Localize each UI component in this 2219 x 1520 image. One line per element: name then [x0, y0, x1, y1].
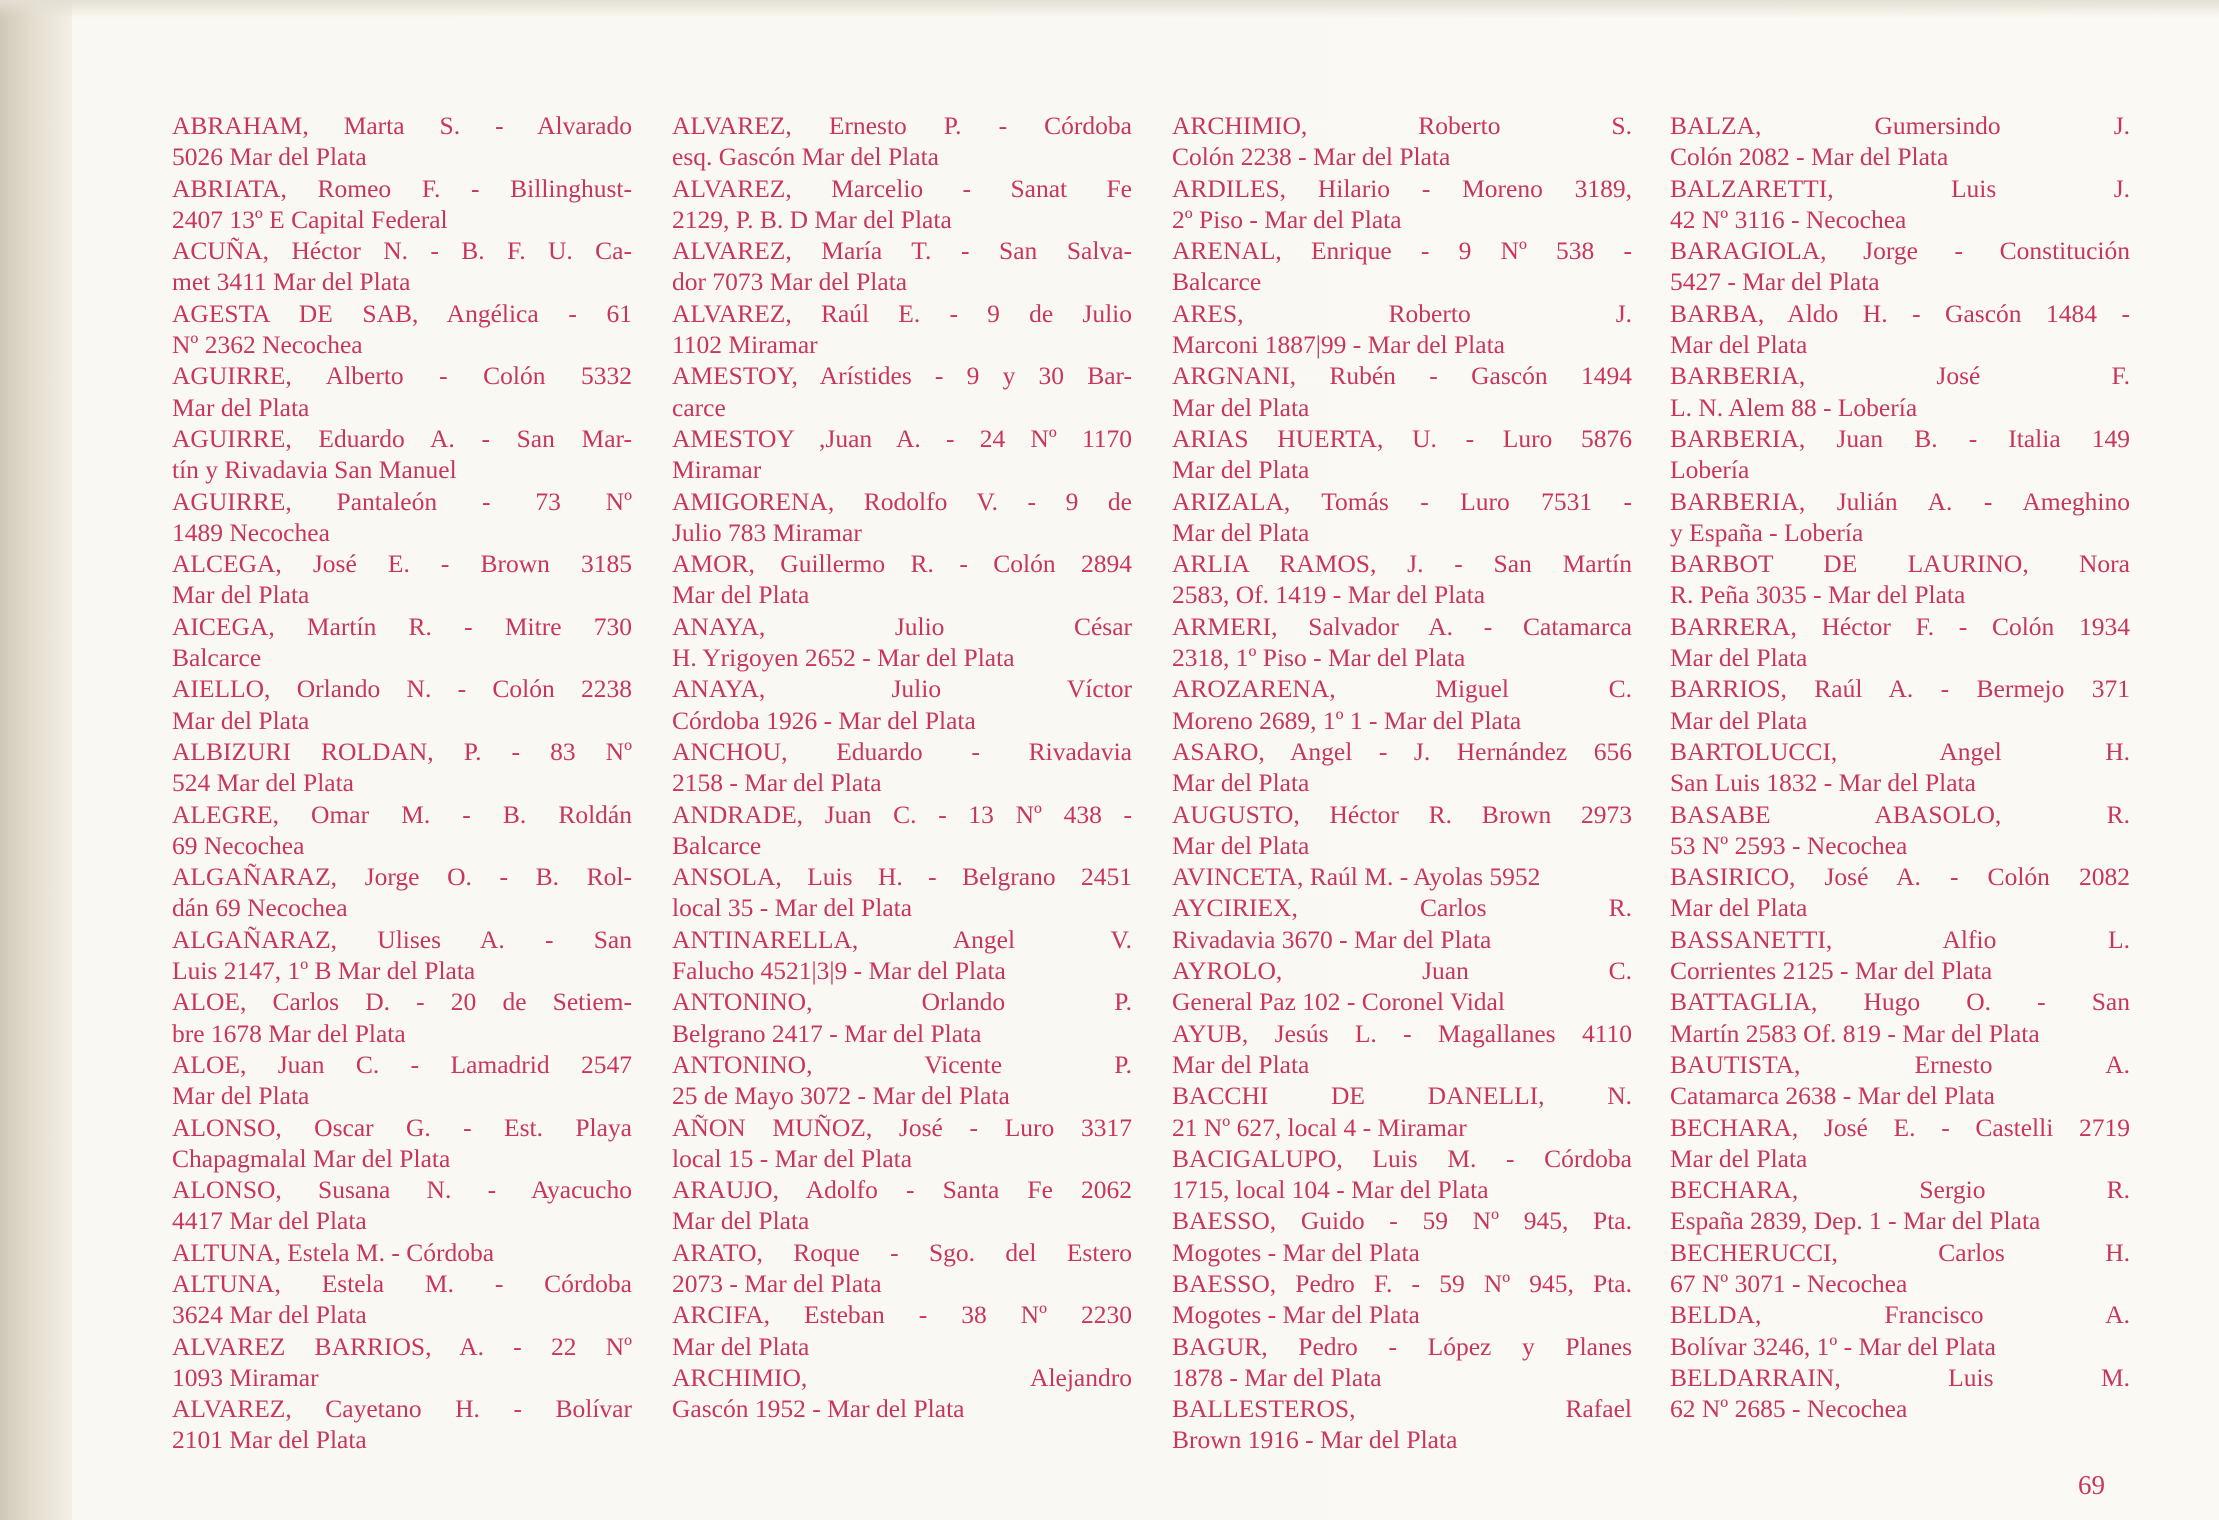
entry-name-line: BAGUR, Pedro - López y Planes	[1172, 1331, 1632, 1361]
entry-address-line: y España - Lobería	[1670, 517, 1864, 547]
entry-name-line: ARLIA RAMOS, J. - San Martín	[1172, 549, 1632, 579]
entry-address-line: 2407 13º E Capital Federal	[172, 204, 448, 234]
entry-name-line: AROZARENA, Miguel C.	[1172, 674, 1632, 704]
directory-entry	[672, 1112, 1132, 1175]
directory-column-4	[1670, 110, 2130, 1424]
entry-address-line: Moreno 2689, 1º 1 - Mar del Plata	[1172, 705, 1522, 735]
entry-address-line: met 3411 Mar del Plata	[172, 267, 411, 297]
directory-entry	[172, 1331, 632, 1394]
entry-name-line: ARES, Roberto J.	[1172, 298, 1632, 328]
directory-entry	[672, 235, 1132, 298]
entry-address-line: Mar del Plata	[672, 580, 810, 610]
entry-name-line: AUGUSTO, Héctor R. Brown 2973	[1172, 799, 1632, 829]
entry-name-line: BECHARA, José E. - Castelli 2719	[1670, 1112, 2130, 1142]
directory-entry	[172, 861, 632, 924]
entry-name-line: ARCIFA, Esteban - 38 Nº 2230	[672, 1300, 1132, 1330]
entry-name-line: AVINCETA, Raúl M. - Ayolas 5952	[1172, 862, 1541, 892]
directory-entry	[672, 486, 1132, 549]
entry-address-line: Bolívar 3246, 1º - Mar del Plata	[1670, 1331, 1996, 1361]
directory-entry	[1670, 673, 2130, 736]
entry-address-line: Lobería	[1670, 455, 1750, 485]
directory-entry	[672, 1174, 1132, 1237]
entry-address-line: tín y Rivadavia San Manuel	[172, 455, 457, 485]
entry-address-line: Mar del Plata	[1172, 830, 1310, 860]
entry-address-line: H. Yrigoyen 2652 - Mar del Plata	[672, 643, 1015, 673]
entry-name-line: ARIZALA, Tomás - Luro 7531 -	[1172, 486, 1632, 516]
entry-address-line: 1878 - Mar del Plata	[1172, 1362, 1382, 1392]
entry-address-line: 5026 Mar del Plata	[172, 142, 367, 172]
entry-address-line: 53 Nº 2593 - Necochea	[1670, 830, 1908, 860]
directory-entry	[1172, 955, 1632, 1018]
entry-address-line: Mar del Plata	[1172, 392, 1310, 422]
entry-name-line: BARBERIA, José F.	[1670, 361, 2130, 391]
entry-name-line: ANCHOU, Eduardo - Rivadavia	[672, 736, 1132, 766]
entry-name-line: AYCIRIEX, Carlos R.	[1172, 893, 1632, 923]
entry-address-line: Mar del Plata	[172, 1081, 310, 1111]
directory-entry	[1670, 924, 2130, 987]
directory-entry	[1172, 1143, 1632, 1206]
entry-name-line: AMIGORENA, Rodolfo V. - 9 de	[672, 486, 1132, 516]
entry-address-line: 1102 Miramar	[672, 330, 818, 360]
entry-name-line: BECHARA, Sergio R.	[1670, 1175, 2130, 1205]
entry-name-line: ARMERI, Salvador A. - Catamarca	[1172, 611, 1632, 641]
entry-name-line: ALGAÑARAZ, Ulises A. - San	[172, 924, 632, 954]
entry-name-line: ALOE, Juan C. - Lamadrid 2547	[172, 1049, 632, 1079]
directory-entry	[1172, 360, 1632, 423]
entry-name-line: BARBOT DE LAURINO, Nora	[1670, 549, 2130, 579]
entry-name-line: ARATO, Roque - Sgo. del Estero	[672, 1237, 1132, 1267]
entry-address-line: 62 Nº 2685 - Necochea	[1670, 1394, 1908, 1424]
entry-name-line: BASABE ABASOLO, R.	[1670, 799, 2130, 829]
directory-entry	[672, 673, 1132, 736]
entry-name-line: BACIGALUPO, Luis M. - Córdoba	[1172, 1143, 1632, 1173]
directory-entry	[672, 986, 1132, 1049]
entry-address-line: 1715, local 104 - Mar del Plata	[1172, 1175, 1489, 1205]
entry-address-line: Nº 2362 Necochea	[172, 330, 363, 360]
entry-name-line: AMOR, Guillermo R. - Colón 2894	[672, 549, 1132, 579]
directory-entry	[672, 423, 1132, 486]
directory-entry	[172, 486, 632, 549]
entry-address-line: bre 1678 Mar del Plata	[172, 1018, 406, 1048]
directory-entry	[172, 924, 632, 987]
directory-entry	[172, 235, 632, 298]
entry-address-line: Falucho 4521|3|9 - Mar del Plata	[672, 956, 1006, 986]
directory-entry	[172, 360, 632, 423]
directory-entry	[1172, 1018, 1632, 1081]
directory-entry	[1172, 1205, 1632, 1268]
entry-address-line: Luis 2147, 1º B Mar del Plata	[172, 956, 476, 986]
directory-entry	[672, 924, 1132, 987]
entry-address-line: 2101 Mar del Plata	[172, 1425, 367, 1455]
entry-address-line: 21 Nº 627, local 4 - Miramar	[1172, 1112, 1467, 1142]
entry-name-line: ALVAREZ BARRIOS, A. - 22 Nº	[172, 1331, 632, 1361]
entry-name-line: ALVAREZ, María T. - San Salva-	[672, 236, 1132, 266]
directory-entry	[672, 799, 1132, 862]
directory-entry	[672, 360, 1132, 423]
directory-entry	[172, 1237, 632, 1268]
entry-address-line: 5427 - Mar del Plata	[1670, 267, 1880, 297]
page-number: 69	[2078, 1470, 2105, 1500]
entry-name-line: ANDRADE, Juan C. - 13 Nº 438 -	[672, 799, 1132, 829]
directory-entry	[1172, 548, 1632, 611]
directory-entry	[172, 673, 632, 736]
directory-entry	[1172, 235, 1632, 298]
entry-name-line: BARBERIA, Juan B. - Italia 149	[1670, 423, 2130, 453]
directory-entry	[172, 1049, 632, 1112]
directory-entry	[1670, 1299, 2130, 1362]
entry-address-line: Rivadavia 3670 - Mar del Plata	[1172, 924, 1492, 954]
directory-entry	[1172, 799, 1632, 862]
entry-name-line: BACCHI DE DANELLI, N.	[1172, 1081, 1632, 1111]
entry-name-line: ALTUNA, Estela M. - Córdoba	[172, 1268, 632, 1298]
entry-name-line: AMESTOY, Arístides - 9 y 30 Bar-	[672, 361, 1132, 391]
directory-entry	[1172, 1393, 1632, 1456]
entry-address-line: Balcarce	[672, 830, 762, 860]
entry-name-line: ALVAREZ, Raúl E. - 9 de Julio	[672, 298, 1132, 328]
entry-address-line: Mar del Plata	[172, 580, 310, 610]
directory-entry	[672, 1299, 1132, 1362]
entry-address-line: Miramar	[672, 455, 762, 485]
entry-address-line: Colón 2082 - Mar del Plata	[1670, 142, 1949, 172]
directory-entry	[672, 861, 1132, 924]
book-binding-shadow	[0, 0, 72, 1520]
entry-name-line: ALVAREZ, Marcelio - Sanat Fe	[672, 173, 1132, 203]
entry-name-line: BASSANETTI, Alfio L.	[1670, 924, 2130, 954]
entry-address-line: General Paz 102 - Coronel Vidal	[1172, 987, 1505, 1017]
directory-entry	[172, 1174, 632, 1237]
entry-address-line: 2583, Of. 1419 - Mar del Plata	[1172, 580, 1486, 610]
entry-name-line: ANSOLA, Luis H. - Belgrano 2451	[672, 862, 1132, 892]
entry-address-line: 67 Nº 3071 - Necochea	[1670, 1268, 1908, 1298]
entry-address-line: Mar del Plata	[1172, 1049, 1310, 1079]
entry-name-line: AYROLO, Juan C.	[1172, 956, 1632, 986]
entry-name-line: ALBIZURI ROLDAN, P. - 83 Nº	[172, 736, 632, 766]
directory-entry	[672, 548, 1132, 611]
entry-address-line: R. Peña 3035 - Mar del Plata	[1670, 580, 1966, 610]
entry-address-line: Catamarca 2638 - Mar del Plata	[1670, 1081, 1996, 1111]
directory-column-2	[672, 110, 1132, 1424]
entry-name-line: BASIRICO, José A. - Colón 2082	[1670, 862, 2130, 892]
directory-entry	[1172, 423, 1632, 486]
directory-entry	[1670, 1174, 2130, 1237]
directory-entry	[1670, 611, 2130, 674]
directory-entry	[172, 736, 632, 799]
directory-entry	[1172, 1331, 1632, 1394]
entry-address-line: local 35 - Mar del Plata	[672, 893, 913, 923]
directory-entry	[1670, 799, 2130, 862]
directory-entry	[172, 110, 632, 173]
directory-entry	[172, 1393, 632, 1456]
entry-address-line: 2129, P. B. D Mar del Plata	[672, 204, 952, 234]
directory-entry	[1172, 861, 1632, 892]
directory-entry	[1670, 548, 2130, 611]
entry-name-line: ANTINARELLA, Angel V.	[672, 924, 1132, 954]
entry-name-line: BATTAGLIA, Hugo O. - San	[1670, 987, 2130, 1017]
entry-address-line: Julio 783 Miramar	[672, 517, 862, 547]
directory-entry	[172, 611, 632, 674]
directory-entry	[672, 110, 1132, 173]
entry-name-line: AGUIRRE, Eduardo A. - San Mar-	[172, 423, 632, 453]
entry-address-line: Gascón 1952 - Mar del Plata	[672, 1394, 965, 1424]
entry-name-line: ALTUNA, Estela M. - Córdoba	[172, 1237, 495, 1267]
directory-entry	[1172, 611, 1632, 674]
entry-name-line: ACUÑA, Héctor N. - B. F. U. Ca-	[172, 236, 632, 266]
entry-name-line: ALOE, Carlos D. - 20 de Setiem-	[172, 987, 632, 1017]
entry-name-line: ALVAREZ, Cayetano H. - Bolívar	[172, 1394, 632, 1424]
entry-address-line: 3624 Mar del Plata	[172, 1300, 367, 1330]
entry-name-line: BARRIOS, Raúl A. - Bermejo 371	[1670, 674, 2130, 704]
directory-entry	[1172, 110, 1632, 173]
entry-name-line: ARDILES, Hilario - Moreno 3189,	[1172, 173, 1632, 203]
entry-name-line: AYUB, Jesús L. - Magallanes 4110	[1172, 1018, 1632, 1048]
entry-address-line: Mar del Plata	[172, 705, 310, 735]
directory-entry	[672, 1362, 1132, 1425]
entry-name-line: AGESTA DE SAB, Angélica - 61	[172, 298, 632, 328]
entry-address-line: Brown 1916 - Mar del Plata	[1172, 1425, 1458, 1455]
directory-entry	[672, 298, 1132, 361]
entry-address-line: Chapagmalal Mar del Plata	[172, 1143, 451, 1173]
directory-entry	[1670, 1362, 2130, 1425]
entry-name-line: ARGNANI, Rubén - Gascón 1494	[1172, 361, 1632, 391]
directory-entry	[1172, 736, 1632, 799]
entry-name-line: ANAYA, Julio Víctor	[672, 674, 1132, 704]
directory-entry	[1670, 360, 2130, 423]
directory-entry	[172, 173, 632, 236]
page-top-shade	[0, 0, 2219, 18]
directory-column-1	[172, 110, 632, 1456]
entry-name-line: ARENAL, Enrique - 9 Nº 538 -	[1172, 236, 1632, 266]
entry-address-line: esq. Gascón Mar del Plata	[672, 142, 939, 172]
entry-address-line: Corrientes 2125 - Mar del Plata	[1670, 956, 1993, 986]
directory-entry	[1172, 486, 1632, 549]
entry-address-line: Mogotes - Mar del Plata	[1172, 1300, 1420, 1330]
directory-entry	[172, 298, 632, 361]
entry-address-line: dor 7073 Mar del Plata	[672, 267, 908, 297]
entry-address-line: 1093 Miramar	[172, 1362, 319, 1392]
entry-name-line: ARIAS HUERTA, U. - Luro 5876	[1172, 423, 1632, 453]
directory-entry	[672, 1049, 1132, 1112]
directory-entry	[672, 173, 1132, 236]
entry-name-line: BALZA, Gumersindo J.	[1670, 111, 2130, 140]
entry-name-line: ABRAHAM, Marta S. - Alvarado	[172, 111, 632, 140]
directory-entry	[1670, 423, 2130, 486]
entry-name-line: ARAUJO, Adolfo - Santa Fe 2062	[672, 1175, 1132, 1205]
entry-address-line: 42 Nº 3116 - Necochea	[1670, 204, 1907, 234]
directory-entry	[172, 1112, 632, 1175]
directory-entry	[1172, 673, 1632, 736]
entry-address-line: 2073 - Mar del Plata	[672, 1268, 882, 1298]
directory-entry	[172, 799, 632, 862]
entry-name-line: ARCHIMIO, Roberto S.	[1172, 111, 1632, 140]
entry-address-line: dán 69 Necochea	[172, 893, 348, 923]
entry-address-line: Mogotes - Mar del Plata	[1172, 1237, 1420, 1267]
entry-address-line: Córdoba 1926 - Mar del Plata	[672, 705, 976, 735]
entry-address-line: Mar del Plata	[1670, 1143, 1808, 1173]
entry-address-line: carce	[672, 392, 726, 422]
entry-address-line: 25 de Mayo 3072 - Mar del Plata	[672, 1081, 1010, 1111]
entry-address-line: Mar del Plata	[1670, 330, 1808, 360]
entry-name-line: AGUIRRE, Pantaleón - 73 Nº	[172, 486, 632, 516]
entry-address-line: L. N. Alem 88 - Lobería	[1670, 392, 1918, 422]
entry-name-line: ALVAREZ, Ernesto P. - Córdoba	[672, 111, 1132, 140]
directory-entry	[1172, 298, 1632, 361]
entry-address-line: Mar del Plata	[672, 1331, 810, 1361]
directory-entry	[172, 986, 632, 1049]
entry-name-line: AGUIRRE, Alberto - Colón 5332	[172, 361, 632, 391]
directory-entry	[1670, 173, 2130, 236]
directory-entry	[172, 423, 632, 486]
directory-entry	[1670, 1237, 2130, 1300]
entry-name-line: BAESSO, Guido - 59 Nº 945, Pta.	[1172, 1206, 1632, 1236]
directory-entry	[1172, 892, 1632, 955]
directory-entry	[1670, 235, 2130, 298]
entry-address-line: Mar del Plata	[1670, 643, 1808, 673]
entry-address-line: Mar del Plata	[172, 392, 310, 422]
directory-entry	[1670, 486, 2130, 549]
entry-name-line: ANTONINO, Orlando P.	[672, 987, 1132, 1017]
directory-entry	[172, 548, 632, 611]
entry-name-line: BARBA, Aldo H. - Gascón 1484 -	[1670, 298, 2130, 328]
entry-name-line: ANTONINO, Vicente P.	[672, 1049, 1132, 1079]
entry-name-line: BARTOLUCCI, Angel H.	[1670, 736, 2130, 766]
entry-name-line: BAESSO, Pedro F. - 59 Nº 945, Pta.	[1172, 1268, 1632, 1298]
directory-entry	[1670, 1112, 2130, 1175]
entry-name-line: BALZARETTI, Luis J.	[1670, 173, 2130, 203]
entry-name-line: BARRERA, Héctor F. - Colón 1934	[1670, 611, 2130, 641]
entry-name-line: ALCEGA, José E. - Brown 3185	[172, 549, 632, 579]
entry-name-line: ALONSO, Susana N. - Ayacucho	[172, 1175, 632, 1205]
entry-address-line: Mar del Plata	[1172, 768, 1310, 798]
entry-address-line: 524 Mar del Plata	[172, 768, 354, 798]
entry-name-line: ASARO, Angel - J. Hernández 656	[1172, 736, 1632, 766]
entry-address-line: Mar del Plata	[1670, 705, 1808, 735]
entry-address-line: Mar del Plata	[1172, 517, 1310, 547]
entry-address-line: Marconi 1887|99 - Mar del Plata	[1172, 330, 1505, 360]
entry-address-line: España 2839, Dep. 1 - Mar del Plata	[1670, 1206, 2041, 1236]
entry-name-line: BAUTISTA, Ernesto A.	[1670, 1049, 2130, 1079]
entry-name-line: BELDA, Francisco A.	[1670, 1300, 2130, 1330]
entry-name-line: AMESTOY ,Juan A. - 24 Nº 1170	[672, 423, 1132, 453]
directory-column-3	[1172, 110, 1632, 1456]
entry-name-line: ABRIATA, Romeo F. - Billinghust-	[172, 173, 632, 203]
directory-entry	[1670, 736, 2130, 799]
entry-address-line: 69 Necochea	[172, 830, 305, 860]
entry-address-line: 2º Piso - Mar del Plata	[1172, 204, 1402, 234]
directory-entry	[672, 611, 1132, 674]
directory-entry	[1670, 861, 2130, 924]
entry-address-line: 4417 Mar del Plata	[172, 1206, 367, 1236]
entry-name-line: ALONSO, Oscar G. - Est. Playa	[172, 1112, 632, 1142]
entry-address-line: 2158 - Mar del Plata	[672, 768, 882, 798]
directory-entry	[1670, 1049, 2130, 1112]
entry-name-line: BELDARRAIN, Luis M.	[1670, 1362, 2130, 1392]
entry-name-line: BECHERUCCI, Carlos H.	[1670, 1237, 2130, 1267]
entry-address-line: Mar del Plata	[1172, 455, 1310, 485]
entry-address-line: Balcarce	[1172, 267, 1262, 297]
entry-address-line: local 15 - Mar del Plata	[672, 1143, 913, 1173]
directory-entry	[1172, 1080, 1632, 1143]
directory-entry	[672, 736, 1132, 799]
entry-name-line: AICEGA, Martín R. - Mitre 730	[172, 611, 632, 641]
entry-name-line: ARCHIMIO, Alejandro	[672, 1362, 1132, 1392]
entry-address-line: Colón 2238 - Mar del Plata	[1172, 142, 1451, 172]
directory-entry	[1172, 1268, 1632, 1331]
entry-address-line: San Luis 1832 - Mar del Plata	[1670, 768, 1976, 798]
entry-name-line: BARBERIA, Julián A. - Ameghino	[1670, 486, 2130, 516]
entry-name-line: BARAGIOLA, Jorge - Constitución	[1670, 236, 2130, 266]
entry-address-line: Mar del Plata	[1670, 893, 1808, 923]
directory-entry	[1670, 986, 2130, 1049]
directory-entry	[172, 1268, 632, 1331]
entry-name-line: AÑON MUÑOZ, José - Luro 3317	[672, 1112, 1132, 1142]
entry-address-line: Belgrano 2417 - Mar del Plata	[672, 1018, 982, 1048]
entry-address-line: 2318, 1º Piso - Mar del Plata	[1172, 643, 1466, 673]
entry-name-line: ALEGRE, Omar M. - B. Roldán	[172, 799, 632, 829]
entry-name-line: BALLESTEROS, Rafael	[1172, 1394, 1632, 1424]
entry-name-line: AIELLO, Orlando N. - Colón 2238	[172, 674, 632, 704]
directory-entry	[672, 1237, 1132, 1300]
entry-name-line: ANAYA, Julio César	[672, 611, 1132, 641]
directory-entry	[1670, 298, 2130, 361]
entry-address-line: Mar del Plata	[672, 1206, 810, 1236]
directory-entry	[1670, 110, 2130, 173]
directory-entry	[1172, 173, 1632, 236]
entry-address-line: 1489 Necochea	[172, 517, 330, 547]
entry-name-line: ALGAÑARAZ, Jorge O. - B. Rol-	[172, 862, 632, 892]
entry-address-line: Martín 2583 Of. 819 - Mar del Plata	[1670, 1018, 2040, 1048]
entry-address-line: Balcarce	[172, 643, 262, 673]
